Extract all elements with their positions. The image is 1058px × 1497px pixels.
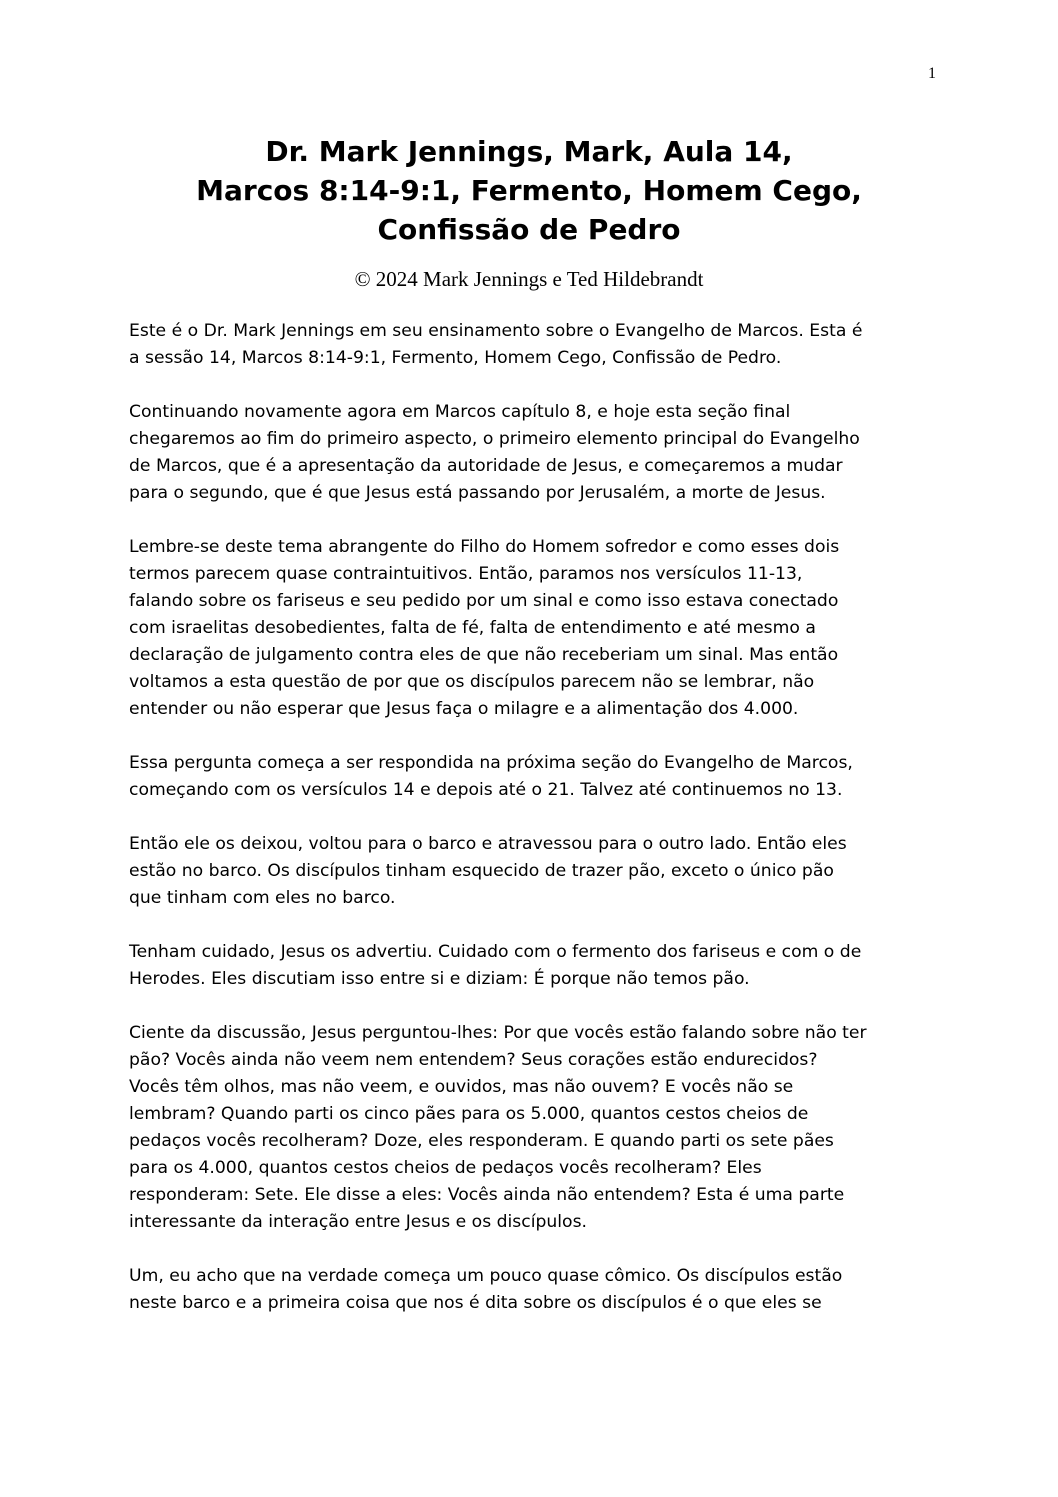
paragraph-line: com israelitas desobedientes, falta de fé, falta de entendimento e até mesmo a <box>129 618 816 638</box>
paragraph-line: Essa pergunta começa a ser respondida na próxima seção do Evangelho de Marcos, <box>129 753 853 773</box>
paragraph <box>129 318 931 372</box>
paragraph-line: lembram? Quando parti os cinco pães para os 5.000, quantos cestos cheios de <box>129 1104 809 1124</box>
paragraph <box>129 399 931 507</box>
paragraph-line: Este é o Dr. Mark Jennings em seu ensinamento sobre o Evangelho de Marcos. Esta é <box>129 321 863 341</box>
paragraph-line: interessante da interação entre Jesus e os discípulos. <box>129 1212 587 1232</box>
title-line: Confissão de Pedro <box>377 213 681 246</box>
paragraph-line: declaração de julgamento contra eles de que não receberiam um sinal. Mas então <box>129 645 839 665</box>
paragraph-line: para o segundo, que é que Jesus está passando por Jerusalém, a morte de Jesus. <box>129 483 826 503</box>
title-line: Marcos 8:14-9:1, Fermento, Homem Cego, <box>196 174 862 207</box>
paragraph-line: Ciente da discussão, Jesus perguntou-lhes: Por que vocês estão falando sobre não ter <box>129 1023 867 1043</box>
paragraph-line: que tinham com eles no barco. <box>129 888 396 908</box>
paragraph-line: Um, eu acho que na verdade começa um pouco quase cômico. Os discípulos estão <box>129 1266 843 1286</box>
copyright-line: © 2024 Mark Jennings e Ted Hildebrandt <box>354 267 704 291</box>
paragraph-line: entender ou não esperar que Jesus faça o milagre e a alimentação dos 4.000. <box>129 699 799 719</box>
paragraph-line: começando com os versículos 14 e depois até o 21. Talvez até continuemos no 13. <box>129 780 843 800</box>
paragraph-line: a sessão 14, Marcos 8:14-9:1, Fermento, Homem Cego, Confissão de Pedro. <box>129 348 782 368</box>
paragraph-line: responderam: Sete. Ele disse a eles: Vocês ainda não entendem? Esta é uma parte <box>129 1185 845 1205</box>
paragraph-line: Tenham cuidado, Jesus os advertiu. Cuidado com o fermento dos fariseus e com o de <box>129 942 862 962</box>
paragraph-line: neste barco e a primeira coisa que nos é dita sobre os discípulos é o que eles se <box>129 1293 822 1313</box>
paragraph-line: chegaremos ao fim do primeiro aspecto, o primeiro elemento principal do Evangelho <box>129 429 860 449</box>
paragraph <box>129 1020 931 1236</box>
paragraph <box>129 534 931 723</box>
paragraph-line: estão no barco. Os discípulos tinham esquecido de trazer pão, exceto o único pão <box>129 861 834 881</box>
paragraph <box>129 939 931 993</box>
paragraph-line: de Marcos, que é a apresentação da autoridade de Jesus, e começaremos a mudar <box>129 456 843 476</box>
page-number: 1 <box>928 65 936 82</box>
paragraph-line: Continuando novamente agora em Marcos capítulo 8, e hoje esta seção final <box>129 402 791 422</box>
paragraph-line: Herodes. Eles discutiam isso entre si e diziam: É porque não temos pão. <box>129 969 750 989</box>
document-body <box>129 318 931 1344</box>
paragraph <box>129 750 931 804</box>
paragraph-line: pão? Vocês ainda não veem nem entendem? Seus corações estão endurecidos? <box>129 1050 818 1070</box>
paragraph <box>129 1263 931 1317</box>
paragraph-line: para os 4.000, quantos cestos cheios de pedaços vocês recolheram? Eles <box>129 1158 762 1178</box>
paragraph-line: Lembre-se deste tema abrangente do Filho do Homem sofredor e como esses dois <box>129 537 840 557</box>
paragraph-line: falando sobre os fariseus e seu pedido por um sinal e como isso estava conectado <box>129 591 839 611</box>
paragraph-line: Então ele os deixou, voltou para o barco e atravessou para o outro lado. Então eles <box>129 834 847 854</box>
title-line: Dr. Mark Jennings, Mark, Aula 14, <box>265 135 793 168</box>
paragraph-line: voltamos a esta questão de por que os discípulos parecem não se lembrar, não <box>129 672 815 692</box>
paragraph-line: termos parecem quase contraintuitivos. Então, paramos nos versículos 11-13, <box>129 564 803 584</box>
paragraph-line: pedaços vocês recolheram? Doze, eles responderam. E quando parti os sete pães <box>129 1131 834 1151</box>
paragraph <box>129 831 931 912</box>
document-title <box>129 132 929 249</box>
paragraph-line: Vocês têm olhos, mas não veem, e ouvidos, mas não ouvem? E vocês não se <box>129 1077 794 1097</box>
